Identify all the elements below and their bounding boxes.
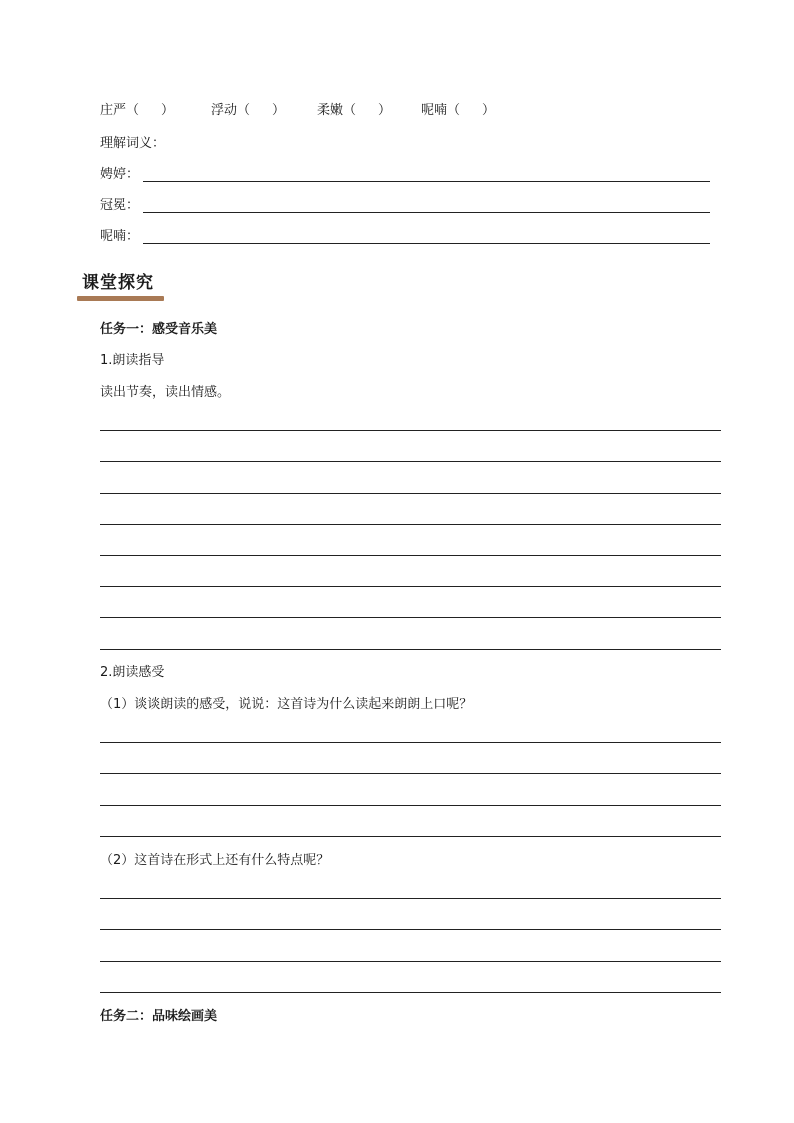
vocab-answer-line-1[interactable] [143,181,710,182]
vocab-label-2: 冠冕： [100,198,140,213]
section-title-underline [77,296,164,301]
task2-title: 任务二：品味绘画美 [100,1009,218,1024]
writing-line[interactable] [100,929,721,930]
pinyin-word-2: 浮动（ ） [211,103,286,118]
writing-line[interactable] [100,430,721,431]
vocab-label-3: 呢喃： [100,229,140,244]
task1-step1-title: 1.朗读指导 [100,353,165,368]
vocab-heading: 理解词义： [100,136,166,151]
pinyin-word-3: 柔嫩（ ） [317,103,392,118]
section-title: 课堂探究 [82,273,154,293]
vocab-answer-line-2[interactable] [143,212,710,213]
task1-question-2: （2）这首诗在形式上还有什么特点呢？ [100,853,330,868]
writing-line[interactable] [100,773,721,774]
pinyin-word-1: 庄严（ ） [100,103,175,118]
writing-line[interactable] [100,586,721,587]
writing-line[interactable] [100,617,721,618]
writing-line[interactable] [100,961,721,962]
vocab-answer-line-3[interactable] [143,243,710,244]
writing-line[interactable] [100,805,721,806]
writing-line[interactable] [100,898,721,899]
writing-line[interactable] [100,524,721,525]
writing-line[interactable] [100,555,721,556]
task1-title: 任务一：感受音乐美 [100,322,218,337]
writing-line[interactable] [100,836,721,837]
task1-step2-title: 2.朗读感受 [100,665,165,680]
writing-line[interactable] [100,493,721,494]
vocab-label-1: 娉婷： [100,167,140,182]
writing-line[interactable] [100,649,721,650]
pinyin-word-4: 呢喃（ ） [421,103,496,118]
writing-line[interactable] [100,992,721,993]
writing-line[interactable] [100,461,721,462]
writing-line[interactable] [100,742,721,743]
task1-step1-instruction: 读出节奏，读出情感。 [100,385,231,400]
task1-question-1: （1）谈谈朗读的感受，说说：这首诗为什么读起来朗朗上口呢？ [100,697,473,712]
